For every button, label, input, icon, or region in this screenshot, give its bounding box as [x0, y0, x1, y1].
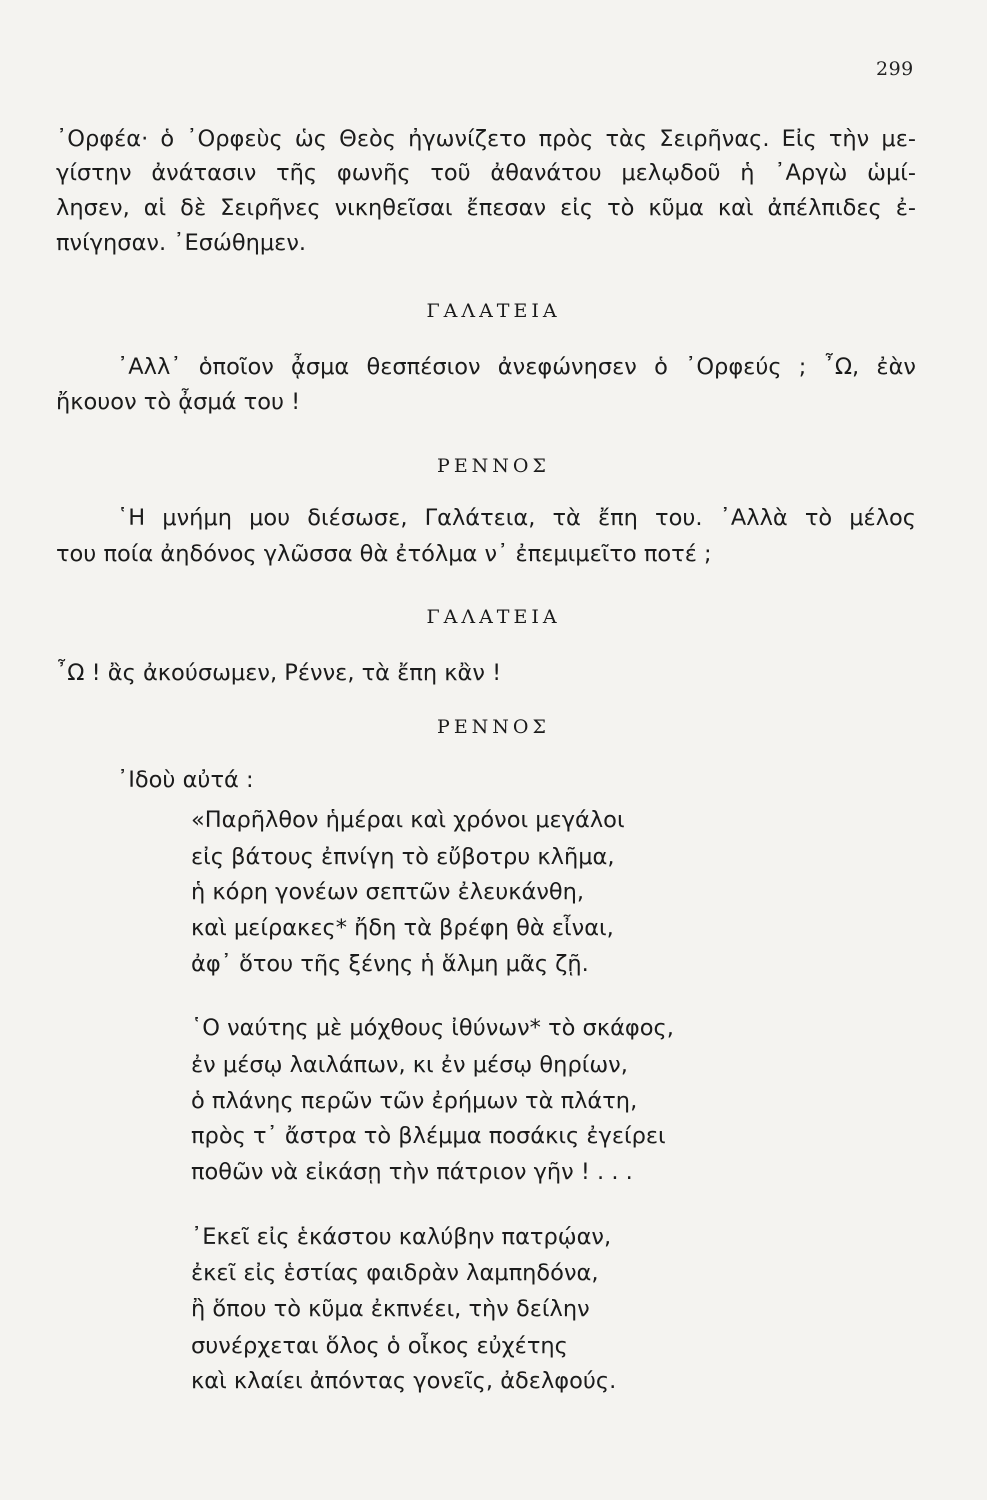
paragraph-line: λησεν, αἱ δὲ Σειρῆνες νικηθεῖσαι ἔπεσαν εἰς τὸ κῦμα καὶ ἀπέλπιδες ἐ- [56, 195, 916, 221]
poem-line: εἰς βάτους ἐπνίγη τὸ εὔβοτρυ κλῆμα, [191, 844, 615, 870]
poem-line: ποθῶν νὰ εἰκάσῃ τὴν πάτριον γῆν ! . . . [191, 1159, 633, 1185]
dialogue-line: του ποία ἀηδόνος γλῶσσα θὰ ἐτόλμα ν᾿ ἐπεμιμεῖτο ποτέ ; [56, 541, 712, 567]
dialogue-line: ῏Ω ! ἂς ἀκούσωμεν, Ρέννε, τὰ ἔπη κἂν ! [56, 660, 502, 686]
poem-line: καὶ κλαίει ἀπόντας γονεῖς, ἀδελφούς. [191, 1368, 617, 1394]
poem-line: καὶ μείρακες* ἤδη τὰ βρέφη θὰ εἶναι, [191, 915, 614, 941]
dialogue-line: ᾿Αλλ᾿ ὁποῖον ᾆσμα θεσπέσιον ἀνεφώνησεν ὁ ᾿Ορφεύς ; ῏Ω, ἐὰν [117, 354, 916, 380]
dialogue-line: ἤκουον τὸ ᾆσμά του ! [56, 389, 301, 415]
poem-line: «Παρῆλθον ἡμέραι καὶ χρόνοι μεγάλοι [191, 807, 625, 833]
speaker-heading: ΓΑΛΑΤΕΙΑ [426, 300, 561, 322]
poem-line: πρὸς τ᾿ ἄστρα τὸ βλέμμα ποσάκις ἐγείρει [191, 1123, 666, 1149]
poem-line: ὁ πλάνης περῶν τῶν ἐρήμων τὰ πλάτη, [191, 1088, 638, 1114]
poem-line: ἀφ᾿ ὅτου τῆς ξένης ἡ ἅλμη μᾶς ζῇ. [191, 951, 589, 977]
poem-line: ἢ ὅπου τὸ κῦμα ἐκπνέει, τὴν δείλην [191, 1296, 590, 1322]
paragraph-line: ᾿Ορφέα· ὁ ᾿Ορφεὺς ὡς Θεὸς ἠγωνίζετο πρὸς τὰς Σειρῆνας. Εἰς τὴν με- [56, 126, 916, 152]
paragraph-line: πνίγησαν. ᾿Εσώθημεν. [56, 230, 307, 256]
dialogue-line: ῾Η μνήμη μου διέσωσε, Γαλάτεια, τὰ ἔπη του. ᾿Αλλὰ τὸ μέλος [117, 505, 916, 531]
speaker-heading: ΡΕΝΝΟΣ [437, 455, 550, 477]
poem-line: ῾Ο ναύτης μὲ μόχθους ἰθύνων* τὸ σκάφος, [191, 1015, 674, 1041]
page-number: 299 [876, 58, 914, 80]
speaker-heading: ΡΕΝΝΟΣ [437, 716, 550, 738]
poem-line: ᾿Εκεῖ εἰς ἑκάστου καλύβην πατρῴαν, [191, 1224, 612, 1250]
paragraph-line: γίστην ἀνάτασιν τῆς φωνῆς τοῦ ἀθανάτου μελῳδοῦ ἡ ᾿Αργὼ ὡμί- [56, 160, 916, 186]
dialogue-line: ᾿Ιδοὺ αὐτά : [117, 767, 254, 793]
poem-line: συνέρχεται ὅλος ὁ οἶκος εὐχέτης [191, 1333, 568, 1359]
poem-line: ἐν μέσῳ λαιλάπων, κι ἐν μέσῳ θηρίων, [191, 1052, 628, 1078]
speaker-heading: ΓΑΛΑΤΕΙΑ [426, 606, 561, 628]
poem-line: ἐκεῖ εἰς ἑστίας φαιδρὰν λαμπηδόνα, [191, 1260, 599, 1286]
poem-line: ἡ κόρη γονέων σεπτῶν ἐλευκάνθη, [191, 879, 585, 905]
